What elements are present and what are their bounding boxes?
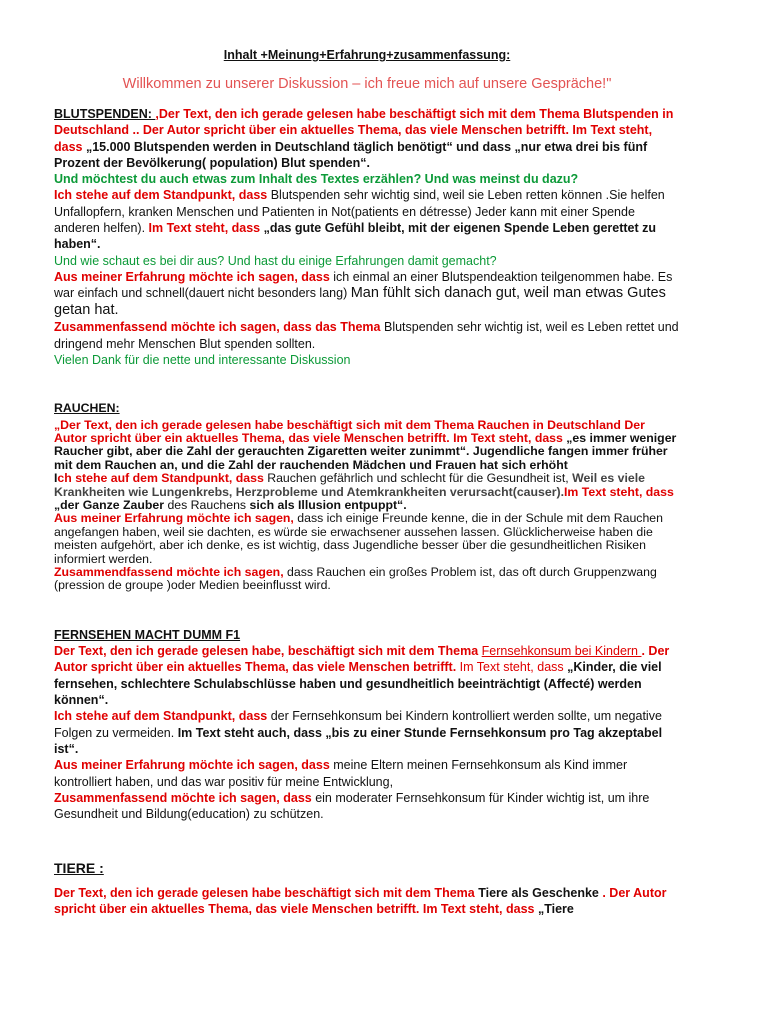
blut-thanks: Vielen Dank für die nette und interessante Diskussion bbox=[54, 352, 351, 367]
tiere-heading: TIERE : bbox=[54, 860, 104, 877]
blut-question-1: Und möchtest du auch etwas zum Inhalt des Textes erzählen? Und was meinst du dazu? bbox=[54, 172, 579, 187]
blut-quote: „15.000 Blutspenden werden in Deutschland täglich benötigt“ und dass „nur etwa drei bis fünf Prozent der Bevölkerung( population) Blut spenden“. bbox=[54, 139, 648, 170]
blut-erf-lead: Aus meiner Erfahrung möchte ich sagen, dass bbox=[54, 269, 334, 284]
fernsehen-erf-lead: Aus meiner Erfahrung möchte ich sagen, dass bbox=[54, 758, 334, 773]
rauchen-stand-quote-plain: des Rauchens bbox=[167, 498, 250, 512]
fernsehen-stand-quote: Im Text steht auch, dass „bis zu einer Stunde Fernsehkonsum pro Tag akzeptabel ist“. bbox=[54, 725, 663, 756]
blut-heading: BLUTSPENDEN: bbox=[54, 107, 156, 121]
rauchen-stand-i: I bbox=[54, 471, 58, 486]
section-blutspenden bbox=[54, 106, 680, 368]
fernsehen-zus-text: ein moderater Fernsehkonsum für Kinder wichtig ist, um ihre Gesundheit und Bildung(education) zu schützen. bbox=[54, 790, 650, 822]
section-tiere bbox=[54, 860, 680, 917]
welcome-line: Willkommen zu unserer Diskussion – ich freue mich auf unsere Gespräche!" bbox=[122, 76, 612, 92]
blut-stand-lead2: Im Text steht, dass bbox=[148, 221, 264, 236]
tiere-intro-paragraph bbox=[54, 885, 680, 918]
blut-stand-quote: „das gute Gefühl bleibt, mit der eigenen Spende Leben gerettet zu haben“. bbox=[54, 221, 657, 252]
tiere-topic: Tiere als Geschenke bbox=[478, 885, 603, 900]
fernsehen-experience-paragraph bbox=[54, 757, 680, 790]
blut-zus-text: Blutspenden sehr wichtig ist, weil es Leben rettet und dringend mehr Menschen Blut spenden sollten. bbox=[54, 320, 679, 351]
rauchen-intro-paragraph bbox=[54, 419, 680, 473]
blut-erf-text: ich einmal an einer Blutspendeaktion teilgenommen habe. Es war einfach und schnell(dauert nicht besonders lang) bbox=[54, 269, 673, 301]
rauchen-standpoint-paragraph bbox=[54, 472, 680, 512]
rauchen-stand-text: Rauchen gefährlich und schlecht für die Gesundheit ist, bbox=[267, 471, 573, 486]
tiere-intro-quote: „Tiere bbox=[537, 902, 574, 916]
fernsehen-topic: Fernsehkonsum bei Kindern bbox=[481, 644, 642, 659]
blut-experience-paragraph bbox=[54, 269, 680, 319]
blut-zus-lead: Zusammenfassend möchte ich sagen, dass das Thema bbox=[54, 320, 384, 335]
blut-stand-text: Blutspenden sehr wichtig sind, weil sie Leben retten können .Sie helfen Unfallopfern, kranken Menschen und Patienten in Not(patients en détresse) Jeder kann mit einer Spende anderen helfen). bbox=[54, 188, 665, 236]
document-title: Inhalt +Meinung+Erfahrung+zusammenfassung: bbox=[223, 48, 511, 62]
blut-stand-lead: Ich stehe auf dem Standpunkt, dass bbox=[54, 188, 271, 203]
fernsehen-erf-text: meine Eltern meinen Fernsehkonsum als Kind immer kontrolliert haben, und das war positiv für meine Entwicklung, bbox=[54, 758, 628, 789]
blut-summary-paragraph bbox=[54, 319, 680, 352]
fernsehen-intro-quote: „Kinder, die viel fernsehen, schlechtere Schulabschlüsse haben und gesundheitlich beeinträchtigt (Affecté) werden können“. bbox=[54, 660, 662, 708]
rauchen-stand-quote2: sich als Illusion entpuppt“. bbox=[249, 498, 407, 512]
fernsehen-intro1: Der Text, den ich gerade gelesen habe, beschäftigt sich mit dem Thema bbox=[54, 644, 482, 659]
section-rauchen bbox=[54, 402, 680, 593]
blut-erf-big: Man fühlt sich danach gut, weil man etwas Gutes getan hat. bbox=[54, 285, 666, 319]
fernsehen-standpoint-paragraph bbox=[54, 708, 680, 757]
blut-intro-paragraph bbox=[54, 106, 680, 171]
fernsehen-intro-paragraph bbox=[54, 643, 680, 708]
fernsehen-zus-lead: Zusammenfassend möchte ich sagen, dass bbox=[54, 790, 316, 805]
fernsehen-intro-lead: Im Text steht, dass bbox=[459, 660, 568, 675]
rauchen-stand-quote1: „der Ganze Zauber bbox=[54, 498, 168, 512]
rauchen-erf-lead: Aus meiner Erfahrung möchte ich sagen, bbox=[54, 511, 298, 526]
blut-standpoint-paragraph bbox=[54, 187, 680, 252]
rauchen-intro: „Der Text, den ich gerade gelesen habe beschäftigt sich mit dem Thema Rauchen in Deutschland Der Autor spricht über ein aktuelles Thema, das viele Menschen betrifft. Im Text steht, dass bbox=[54, 417, 645, 445]
tiere-intro2: . Der Autor spricht über ein aktuelles Thema, das viele Menschen betrifft. Im Text steht, dass bbox=[54, 885, 667, 916]
document-page bbox=[54, 48, 680, 917]
rauchen-heading: RAUCHEN: bbox=[54, 401, 120, 416]
rauchen-erf-text: dass ich einige Freunde kenne, die in der Schule mit dem Rauchen angefangen haben, weil sie dachten, es würde sie erwachsener aussehen lassen. Glücklicherweise haben die meisten aufgehört, aber ich denke, es ist wichtig, dass Jugendliche besser über die gesundheitlichen Risiken informiert werden. bbox=[54, 511, 663, 566]
rauchen-stand-lead: ch stehe auf dem Standpunkt, dass bbox=[57, 471, 268, 486]
fernsehen-intro2: . Der Autor spricht über ein aktuelles Thema, das viele Menschen betrifft. bbox=[54, 644, 670, 675]
rauchen-zus-lead: Zusammendfassend möchte ich sagen, bbox=[54, 565, 288, 580]
fernsehen-stand-text: der Fernsehkonsum bei Kindern kontrolliert werden sollte, um negative Folgen zu vermeiden. bbox=[54, 709, 662, 740]
rauchen-stand-grey: Weil es viele Krankheiten wie Lungenkrebs, Herzprobleme und Atemkrankheiten verursacht(causer). bbox=[54, 471, 645, 499]
fernsehen-heading: FERNSEHEN MACHT DUMM F1 bbox=[54, 627, 241, 642]
section-fernsehen bbox=[54, 627, 680, 823]
rauchen-intro-quote: „es immer weniger Raucher gibt, aber die Zahl der gerauchten Zigaretten weiter zunimmt“. Jugendliche fangen immer früher mit dem Rauchen an, und die Zahl der rauchenden Mädchen und Frauen hat sich erhöht bbox=[54, 430, 677, 472]
rauchen-summary-paragraph bbox=[54, 566, 680, 593]
rauchen-experience-paragraph bbox=[54, 512, 680, 566]
rauchen-stand-lead2: Im Text steht, dass bbox=[564, 484, 674, 499]
blut-intro: ,Der Text, den ich gerade gelesen habe beschäftigt sich mit dem Thema Blutspenden in Deutschland .. Der Autor spricht über ein aktuelles Thema, das viele Menschen betrifft. Im Text steht, dass bbox=[54, 107, 674, 154]
blut-question-2: Und wie schaut es bei dir aus? Und hast du einige Erfahrungen damit gemacht? bbox=[54, 253, 497, 268]
tiere-intro1: Der Text, den ich gerade gelesen habe beschäftigt sich mit dem Thema bbox=[54, 885, 479, 900]
fernsehen-stand-lead: Ich stehe auf dem Standpunkt, dass bbox=[54, 709, 271, 724]
rauchen-zus-text: dass Rauchen ein großes Problem ist, das oft durch Gruppenzwang (pression de groupe )oder Medien beeinflusst wird. bbox=[54, 565, 657, 593]
fernsehen-summary-paragraph bbox=[54, 790, 680, 823]
